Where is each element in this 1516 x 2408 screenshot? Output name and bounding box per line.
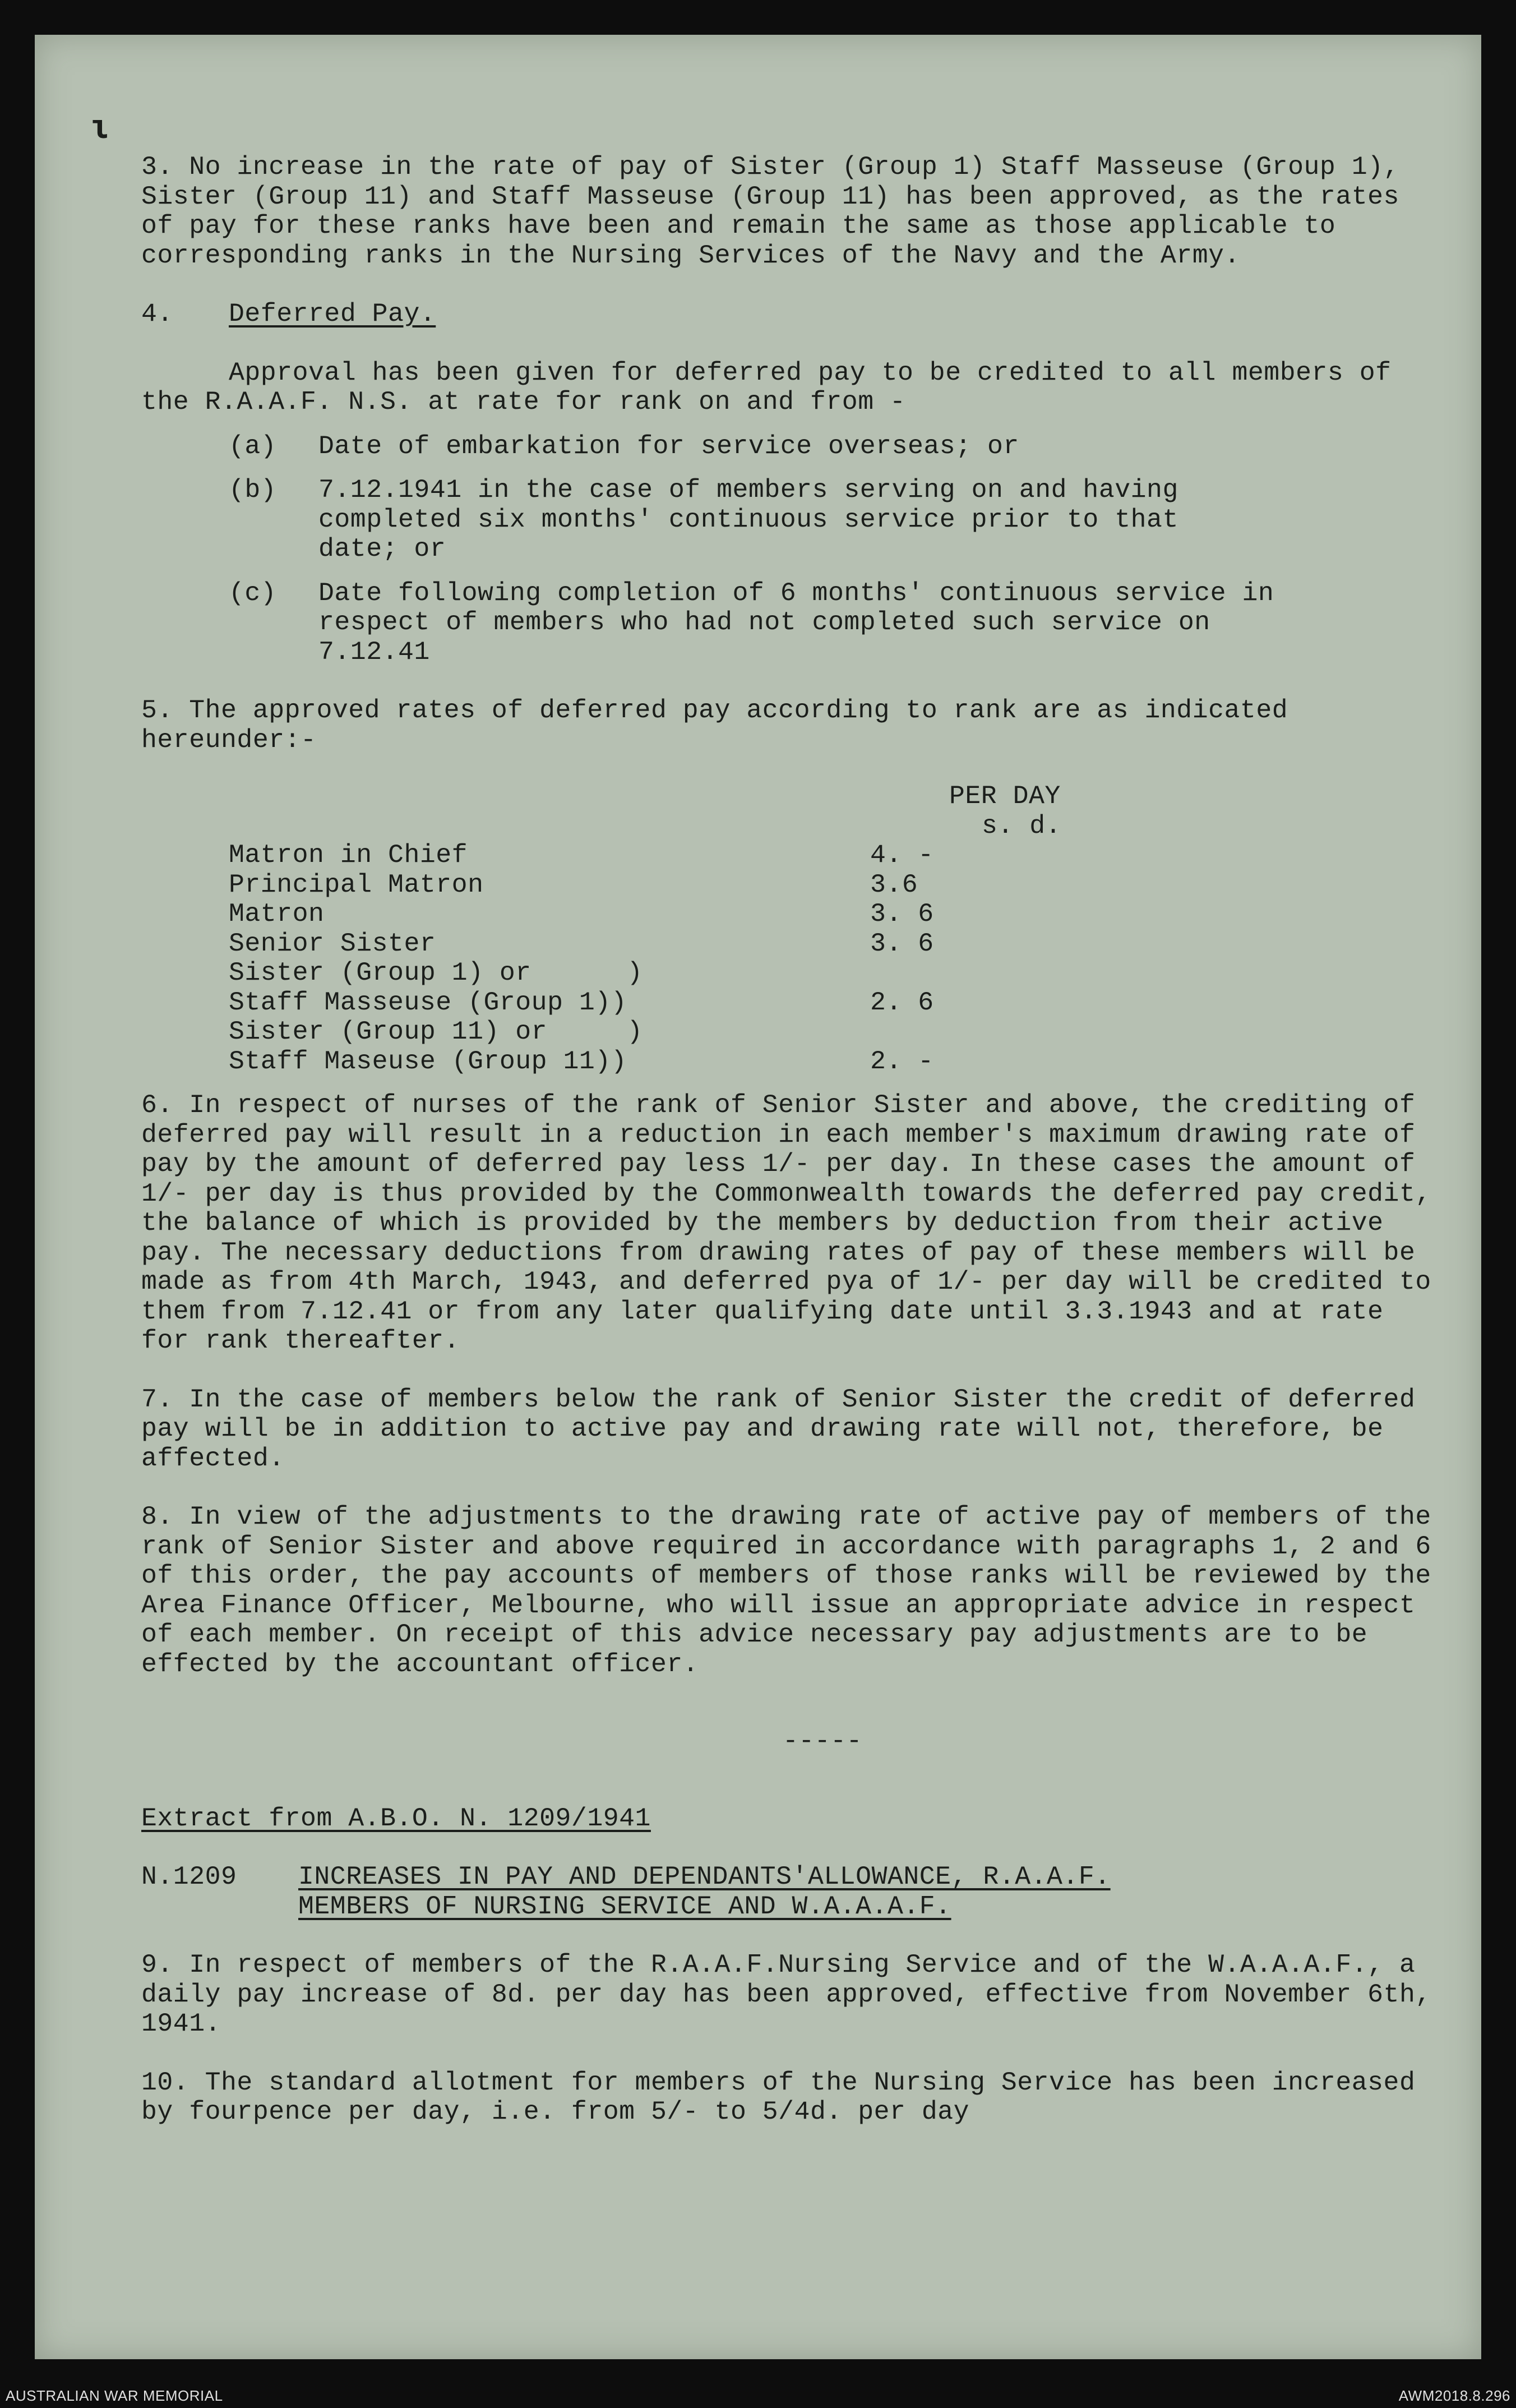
table-row: Staff Masseuse (Group 1)) 2. 6 — [229, 987, 934, 1017]
list-item-text: 7.12.1941 in the case of members serving on and having completed six months' continuous service prior to that date; or — [318, 475, 1178, 564]
table-row: Sister (Group 11) or ) — [229, 1017, 643, 1046]
paragraph-4-number: 4. — [141, 299, 173, 329]
list-item — [229, 579, 1436, 667]
paragraph-7: 7. In the case of members below the rank of Senior Sister the credit of deferred pay will be in addition to active pay and drawing rate will not, therefore, be affected. — [141, 1384, 1416, 1473]
footer-source: AUSTRALIAN WAR MEMORIAL — [6, 2387, 223, 2404]
list-item-text: Date of embarkation for service overseas; or — [318, 431, 1019, 461]
order-title: INCREASES IN PAY AND DEPENDANTS'ALLOWANCE, R.A.A.F. MEMBERS OF NURSING SERVICE AND W.A.A.A.F. — [298, 1862, 1111, 1921]
paragraph-5: 5. The approved rates of deferred pay according to rank are as indicated hereunder:- — [141, 695, 1288, 755]
paragraph-4-heading — [141, 299, 1436, 329]
paragraph-3: 3. No increase in the rate of pay of Sister (Group 1) Staff Masseuse (Group 1), Sister (Group 11) and Staff Masseuse (Group 11) has been approved, as the rates of pay for these ranks have been and remain the same as those applicable to corresponding ranks in the Nursing Services of the Navy and the Army. — [141, 152, 1399, 270]
list-item-label: (b) — [229, 475, 277, 505]
paragraph-6: 6. In respect of nurses of the rank of Senior Sister and above, the crediting of deferred pay will result in a reduction in each member's maximum drawing rate of pay by the amount of deferred pay less 1/- per day. In these cases the amount of 1/- per day is thus provided by the Commonwealth towards the deferred pay credit, the balance of which is provided by the members by deduction from their active pay. The necessary deductions from drawing rates of pay of these members will be made as from 4th March, 1943, and deferred pya of 1/- per day will be credited to them from 7.12.41 or from any later qualifying date until 3.3.1943 and at rate for rank thereafter. — [141, 1090, 1431, 1355]
pen-mark: ɩ — [91, 110, 112, 149]
document-page — [35, 35, 1481, 2359]
list-item-label: (c) — [229, 578, 277, 608]
table-row: Principal Matron 3.6 — [229, 869, 918, 899]
extract-reference — [141, 1862, 1436, 1921]
table-header: PER DAY — [949, 781, 1061, 811]
order-code: N.1209 — [141, 1862, 237, 1892]
deferred-pay-heading: Deferred Pay. — [229, 299, 436, 329]
footer-accession-number: AWM2018.8.296 — [1398, 2387, 1510, 2404]
table-row: Matron 3. 6 — [229, 899, 934, 929]
table-row: Senior Sister 3. 6 — [229, 928, 934, 958]
table-subheader: s. d. — [982, 810, 1062, 841]
table-row: Matron in Chief 4. - — [229, 840, 934, 870]
separator: ----- — [782, 1726, 863, 1756]
deferred-pay-table — [141, 782, 1436, 1076]
list-item — [229, 432, 1436, 462]
list-item-text: Date following completion of 6 months' continuous service in respect of members who had not completed such service on 7.12.41 — [318, 578, 1274, 667]
table-row: Sister (Group 1) or ) — [229, 958, 643, 988]
paragraph-10: 10. The standard allotment for members of the Nursing Service has been increased by fourpence per day, i.e. from 5/- to 5/4d. per day — [141, 2067, 1416, 2126]
document-body — [141, 153, 1436, 2127]
paragraph-9: 9. In respect of members of the R.A.A.F.Nursing Service and of the W.A.A.A.F., a daily pay increase of 8d. per day has been approved, effective from November 6th, 1941. — [141, 1950, 1431, 2038]
list-item — [229, 476, 1436, 564]
paragraph-4-intro: Approval has been given for deferred pay to be credited to all members of the R.A.A.F. N.S. at rate for rank on and from - — [141, 357, 1392, 417]
paragraph-8: 8. In view of the adjustments to the drawing rate of active pay of members of the rank of Senior Sister and above required in accordance with paragraphs 1, 2 and 6 of this order, the pay accounts of members of those ranks will be reviewed by the Area Finance Officer, Melbourne, who will issue an appropriate advice in respect of each member. On receipt of this advice necessary pay adjustments are to be effected by the accountant officer. — [141, 1502, 1431, 1679]
list-item-label: (a) — [229, 431, 277, 461]
table-row: Staff Maseuse (Group 11)) 2. - — [229, 1046, 934, 1076]
extract-heading: Extract from A.B.O. N. 1209/1941 — [141, 1803, 651, 1833]
